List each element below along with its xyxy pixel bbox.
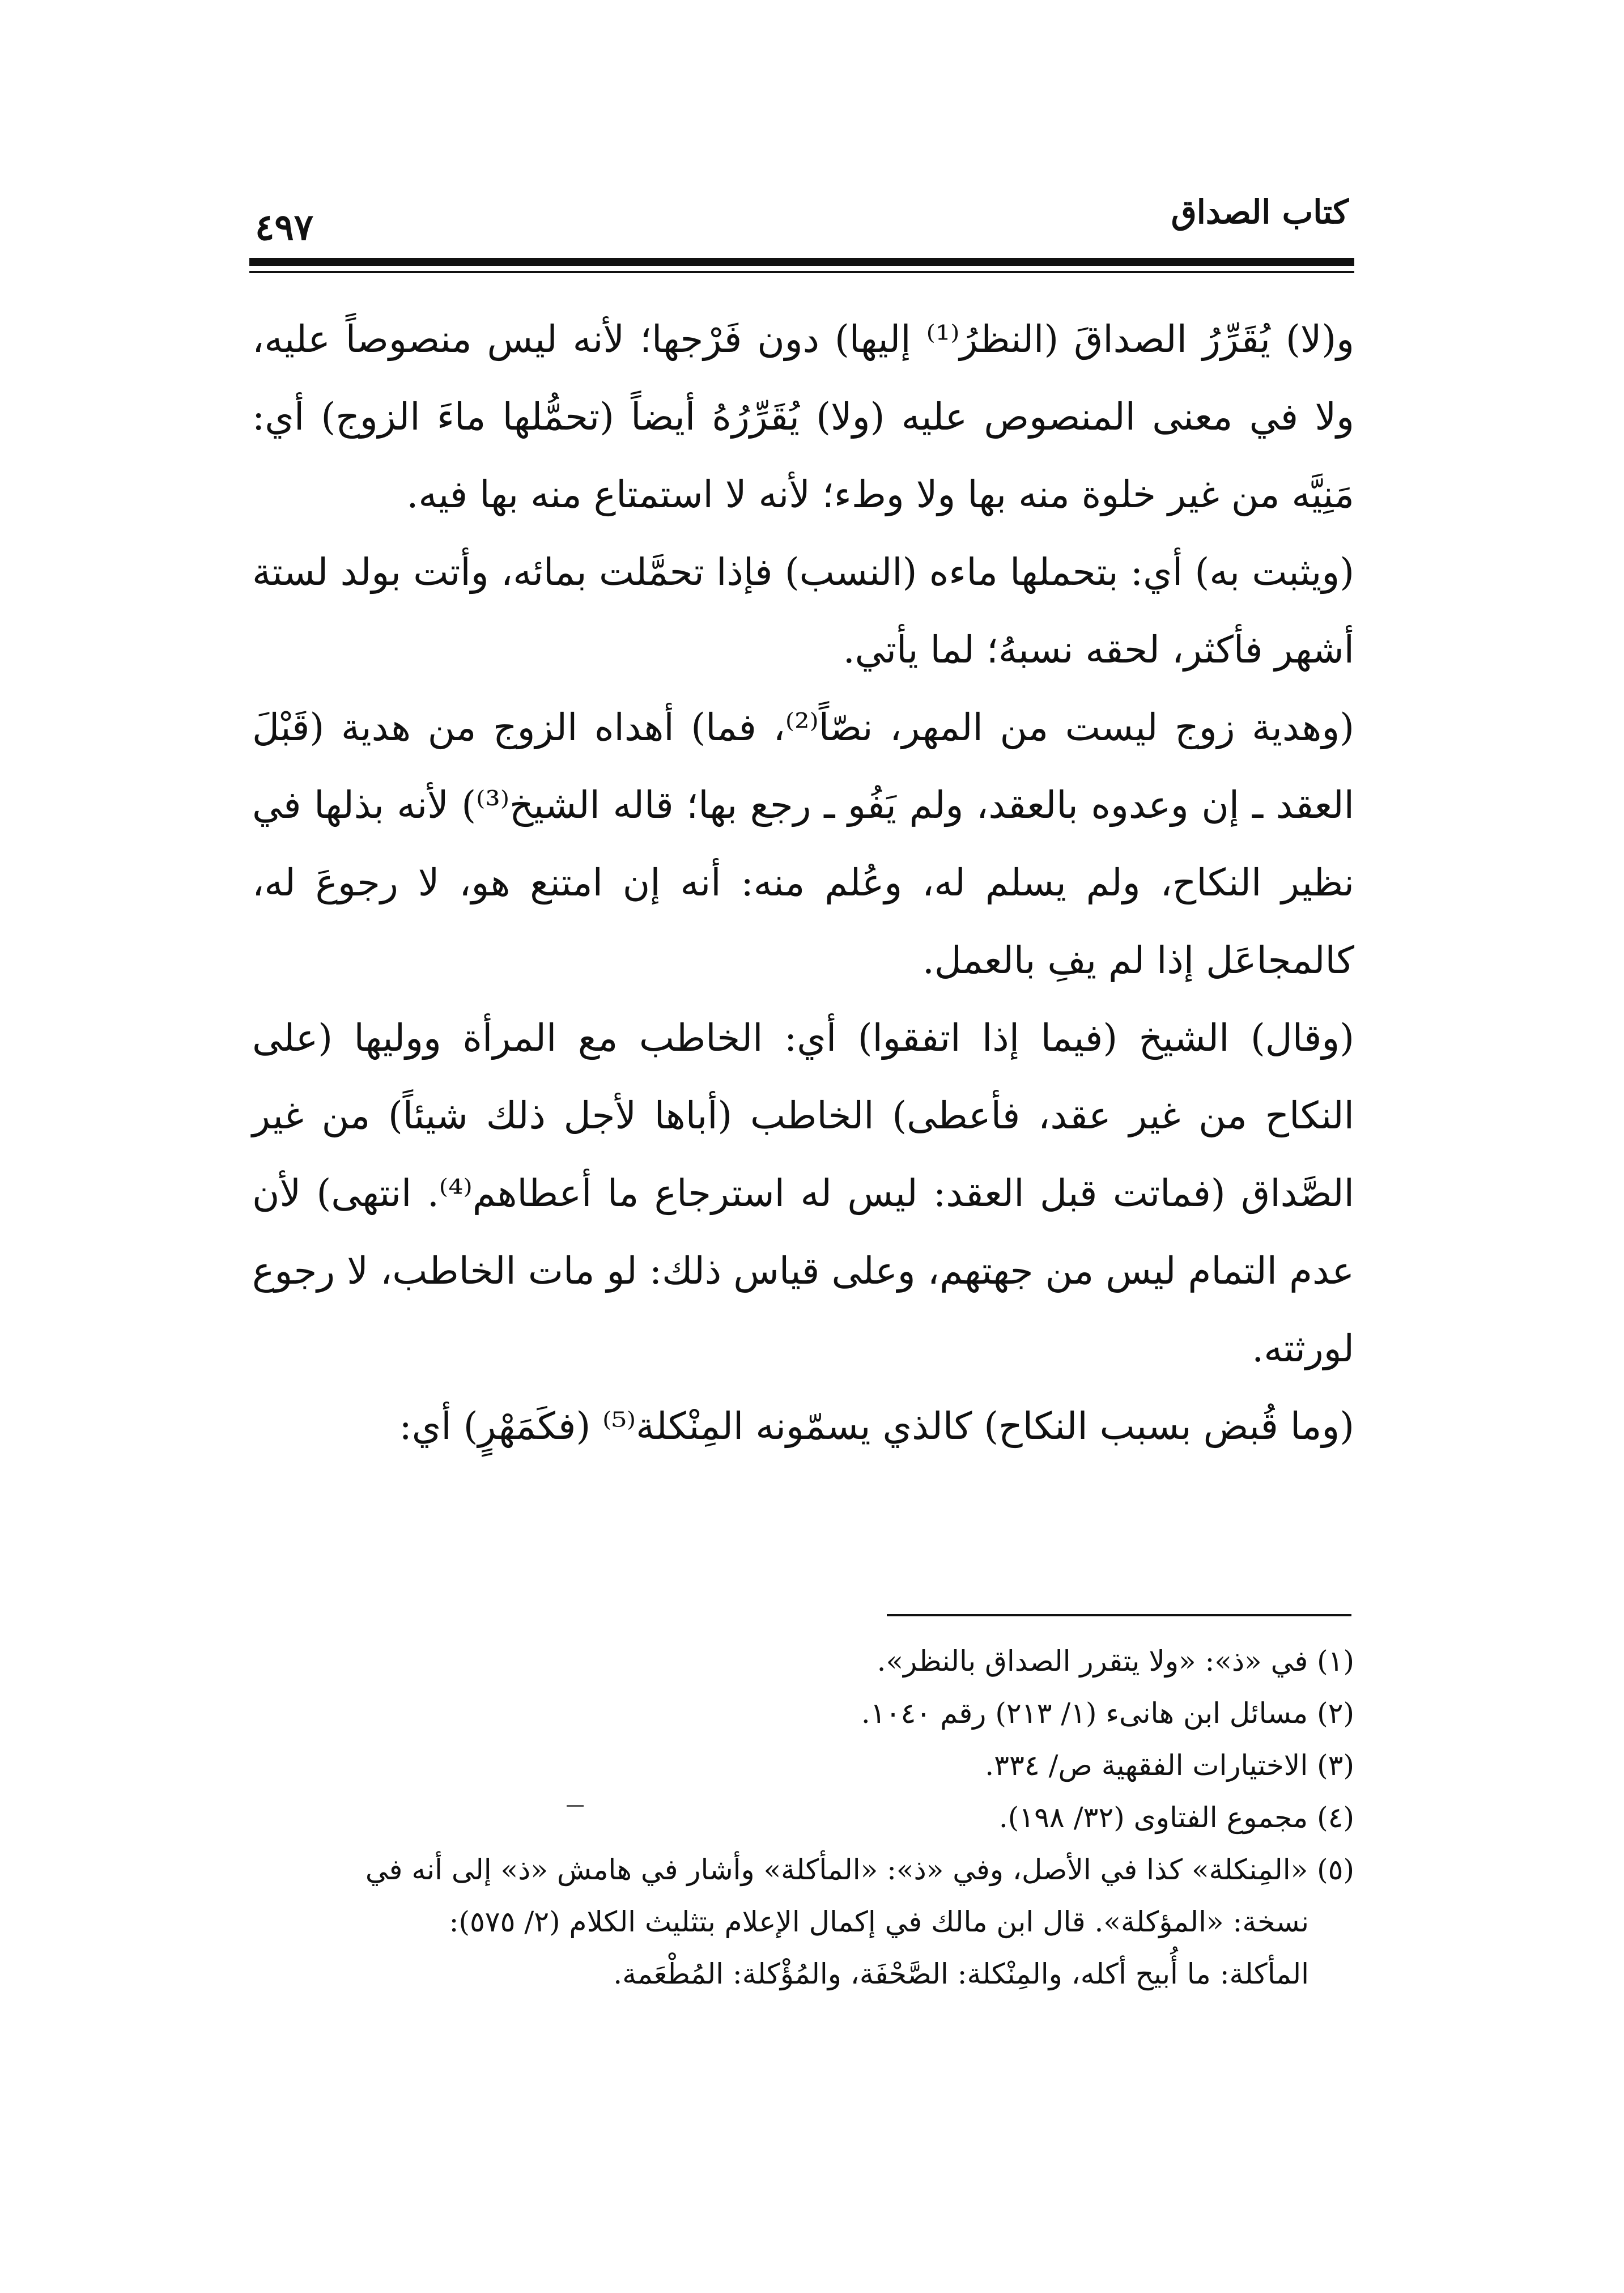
- footnotes: [252, 1635, 1354, 2000]
- paragraph: (ويثبت به) أي: بتحملها ماءه (النسب) فإذا تحمَّلت بمائه، وأتت بولد لستة أشهر فأكثر، لحقه نسبهُ؛ لما يأتي.: [252, 550, 1354, 672]
- main-text: [252, 300, 1354, 1465]
- paragraph: و(لا) يُقَرِّرُ الصداقَ (النظرُ⁽¹⁾ إليها) دون فَرْجها؛ لأنه ليس منصوصاً عليه، ولا في معنى المنصوص عليه (ولا) يُقَرِّرُهُ أيضاً (تحمُّلها ماءَ الزوج) أي: مَنِيَّه من غير خلوة منه بها ولا وطء؛ لأنه لا استمتاع منه بها فيه.: [252, 317, 1354, 516]
- footnote: (٢) مسائل ابن هانىء (١/ ٢١٣) رقم ١٠٤٠.: [861, 1697, 1354, 1730]
- paragraph: (وقال) الشيخ (فيما إذا اتفقوا) أي: الخاطب مع المرأة ووليها (على النكاح من غير عقد، فأعطى) الخاطب (أباها لأجل ذلك شيئاً) من غير الصَّداق (فماتت قبل العقد: ليس له استرجاع ما أعطاهم⁽⁴⁾. انتهى) لأن عدم التمام ليس من جهتهم، وعلى قياس ذلك: لو مات الخاطب، لا رجوع لورثته.: [252, 1016, 1354, 1370]
- footnote-continuation: نسخة: «المؤكلة». قال ابن مالك في إكمال الإعلام بتثليث الكلام (٢/ ٥٧٥):: [449, 1905, 1309, 1938]
- running-title: كتاب الصداق: [1171, 193, 1349, 231]
- paragraph: (وما قُبض بسبب النكاح) كالذي يسمّونه المِنْكلة⁽⁵⁾ (فكَمَهْرٍ) أي:: [399, 1404, 1354, 1448]
- paragraph: (وهدية زوج ليست من المهر، نصّاً⁽²⁾، فما) أهداه الزوج من هدية (قَبْلَ العقد ـ إن وعدوه بالعقد، ولم يَفُو ـ رجع بها؛ قاله الشيخ⁽³⁾) لأنه بذلها في نظير النكاح، ولم يسلم له، وعُلم منه: أنه إن امتنع هو، لا رجوعَ له، كالمجاعَل إذا لم يفِ بالعمل.: [252, 706, 1354, 982]
- page-number: ٤٩٧: [255, 206, 314, 249]
- footnote: (٤) مجموع الفتاوى (٣٢/ ١٩٨).: [998, 1801, 1354, 1834]
- footnote-separator: [887, 1614, 1351, 1616]
- footnote: (٣) الاختيارات الفقهية ص/ ٣٣٤.: [985, 1749, 1354, 1782]
- header-rule-thick: [249, 258, 1354, 266]
- footnote: (٥) «المِنكلة» كذا في الأصل، وفي «ذ»: «المأكلة» وأشار في هامش «ذ» إلى أنه في: [365, 1853, 1354, 1886]
- page-header: [255, 187, 1349, 249]
- header-rule-thin: [249, 271, 1354, 273]
- footnote: (١) في «ذ»: «ولا يتقرر الصداق بالنظر».: [877, 1645, 1354, 1678]
- footnote-continuation: المأكلة: ما أُبيح أكله، والمِنْكلة: الصَّحْفَة، والمُؤْكلة: المُطْعَمة.: [613, 1957, 1309, 1990]
